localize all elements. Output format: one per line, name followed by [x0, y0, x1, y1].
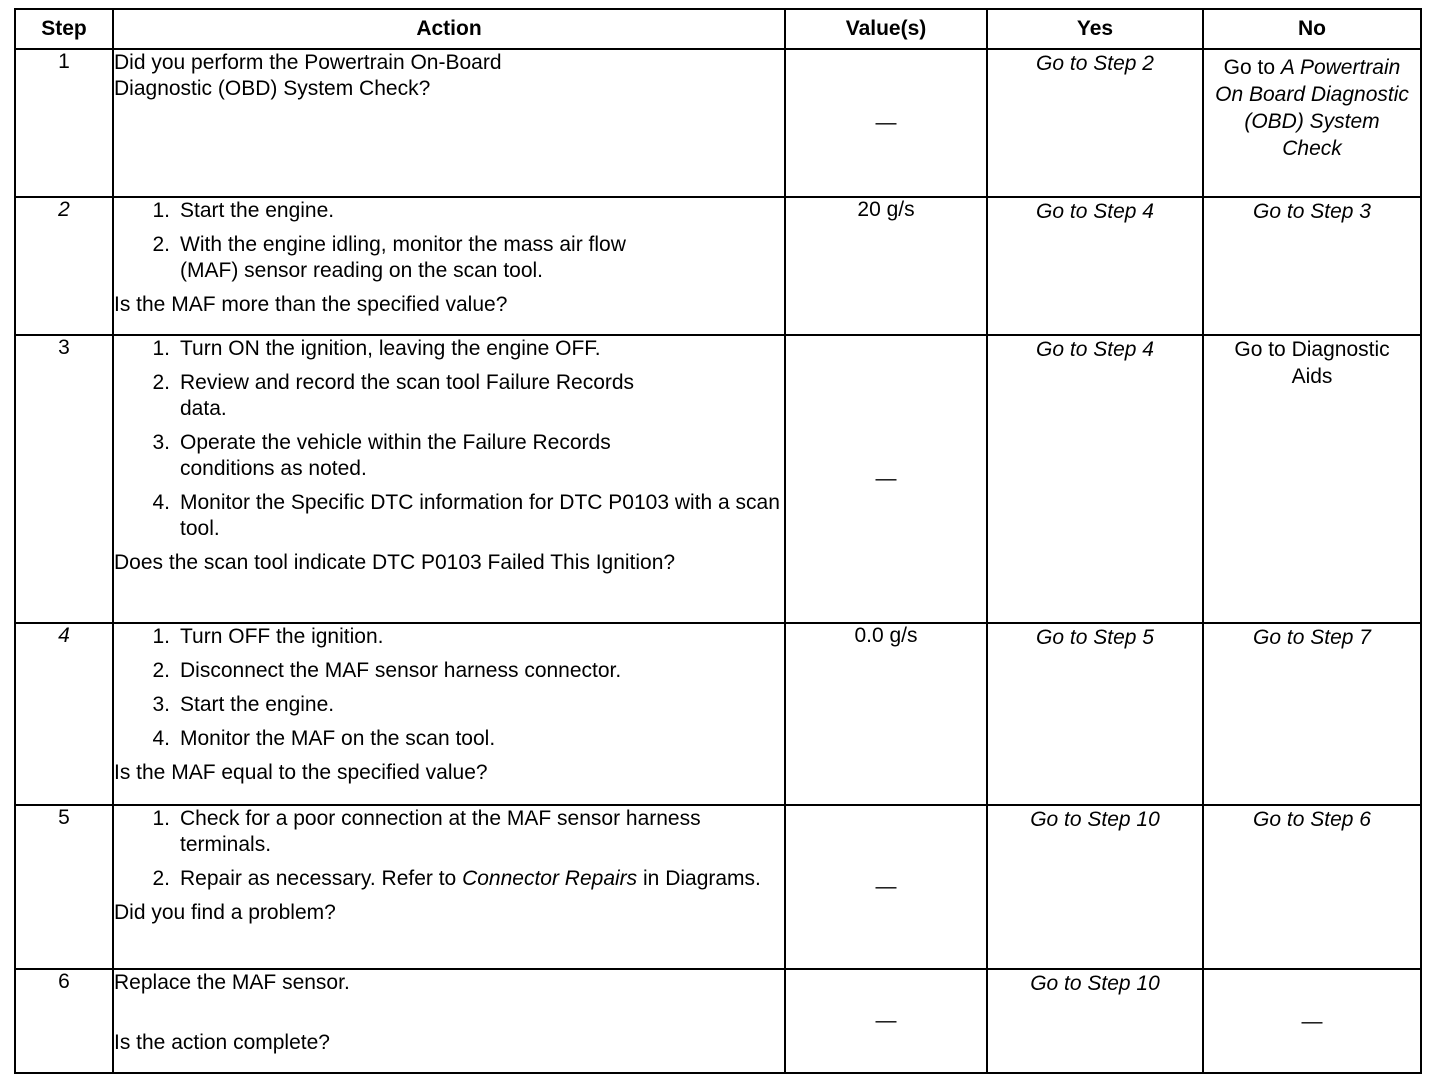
- list-item: 3. Operate the vehicle within the Failure Records conditions as noted.: [114, 430, 784, 482]
- step-number: 4: [15, 623, 113, 805]
- table-row: [15, 335, 1421, 623]
- action-question: Did you perform the Powertrain On-Board Diagnostic (OBD) System Check?: [114, 51, 502, 100]
- step-text: Turn OFF the ignition.: [180, 625, 384, 648]
- action-question: Is the MAF equal to the specified value?: [114, 761, 488, 784]
- header-value: Value(s): [785, 9, 987, 49]
- step-text: Turn ON the ignition, leaving the engine OFF.: [180, 337, 601, 360]
- yes-link[interactable]: Go to Step 4: [987, 197, 1203, 335]
- value-cell: —: [785, 805, 987, 969]
- list-item: 2. Disconnect the MAF sensor harness connector.: [114, 658, 784, 684]
- no-link[interactable]: Go to Diagnostic Aids: [1203, 335, 1421, 623]
- yes-link[interactable]: Go to Step 10: [987, 805, 1203, 969]
- no-cell: [1203, 49, 1421, 197]
- action-question: Did you find a problem?: [114, 901, 336, 924]
- step-text: Operate the vehicle within the Failure Records conditions as noted.: [180, 431, 611, 480]
- step-text: Review and record the scan tool Failure Records data.: [180, 371, 635, 420]
- list-item: 3. Start the engine.: [114, 692, 784, 718]
- value-cell: 0.0 g/s: [785, 623, 987, 805]
- value-cell: —: [785, 49, 987, 197]
- table-row: [15, 805, 1421, 969]
- step-text: Repair as necessary. Refer to: [180, 867, 457, 890]
- action-question: Is the MAF more than the specified value?: [114, 293, 508, 316]
- header-yes: Yes: [987, 9, 1203, 49]
- yes-link[interactable]: Go to Step 4: [987, 335, 1203, 623]
- value-cell: —: [785, 969, 987, 1073]
- list-item: 1. Turn OFF the ignition.: [114, 624, 784, 650]
- step-text: Start the engine.: [180, 199, 335, 222]
- action-steps: [114, 198, 784, 284]
- action-steps: [114, 624, 784, 752]
- connector-repairs-link[interactable]: Connector Repairs: [462, 867, 638, 890]
- action-cell: [113, 623, 785, 805]
- no-link[interactable]: Go to Step 3: [1203, 197, 1421, 335]
- list-item: 2. Review and record the scan tool Failure Records data.: [114, 370, 784, 422]
- yes-link[interactable]: Go to Step 5: [987, 623, 1203, 805]
- diagnostic-table: [14, 8, 1422, 1074]
- step-number: 1: [15, 49, 113, 197]
- step-number: 6: [15, 969, 113, 1073]
- value-cell: —: [785, 335, 987, 623]
- header-action: Action: [113, 9, 785, 49]
- no-link[interactable]: A Powertrain On Board Diagnostic (OBD) System Check: [1215, 56, 1409, 160]
- step-text: Disconnect the MAF sensor harness connector.: [180, 659, 622, 682]
- action-question: Does the scan tool indicate DTC P0103 Failed This Ignition?: [114, 551, 676, 574]
- table-row: [15, 969, 1421, 1073]
- step-text: in Diagrams.: [643, 867, 761, 890]
- no-link[interactable]: Go to Step 6: [1203, 805, 1421, 969]
- yes-link[interactable]: Go to Step 10: [987, 969, 1203, 1073]
- list-item: 1. Turn ON the ignition, leaving the engine OFF.: [114, 336, 784, 362]
- list-item: 2. Repair as necessary. Refer to Connector Repairs in Diagrams.: [152, 867, 761, 890]
- step-number: 3: [15, 335, 113, 623]
- step-text: Monitor the MAF on the scan tool.: [180, 727, 496, 750]
- yes-link[interactable]: Go to Step 2: [987, 49, 1203, 197]
- action-cell: [113, 197, 785, 335]
- action-steps: [114, 806, 784, 892]
- header-no: No: [1203, 9, 1421, 49]
- step-text: Monitor the Specific DTC information for DTC P0103 with a scan tool.: [180, 491, 780, 540]
- step-text: Start the engine.: [180, 693, 335, 716]
- table-row: [15, 623, 1421, 805]
- table-row: [15, 49, 1421, 197]
- value-cell: 20 g/s: [785, 197, 987, 335]
- list-item: 2. With the engine idling, monitor the mass air flow (MAF) sensor reading on the scan tool.: [114, 232, 784, 284]
- action-cell: [113, 49, 785, 197]
- no-cell: —: [1203, 969, 1421, 1073]
- header-row: [15, 9, 1421, 49]
- action-cell: [113, 969, 785, 1073]
- action-cell: [113, 335, 785, 623]
- no-prefix: Go to: [1223, 56, 1276, 79]
- step-text: With the engine idling, monitor the mass air flow (MAF) sensor reading on the scan tool.: [180, 233, 626, 282]
- action-question: Is the action complete?: [114, 1031, 330, 1054]
- action-steps: [114, 336, 784, 542]
- list-item: 1. Check for a poor connection at the MAF sensor harness terminals.: [114, 806, 784, 858]
- step-number: 5: [15, 805, 113, 969]
- step-number: 2: [15, 197, 113, 335]
- header-step: Step: [15, 9, 113, 49]
- step-text: Check for a poor connection at the MAF sensor harness terminals.: [180, 807, 701, 856]
- list-item: 4. Monitor the Specific DTC information for DTC P0103 with a scan tool.: [114, 490, 784, 542]
- table-row: [15, 197, 1421, 335]
- list-item: 4. Monitor the MAF on the scan tool.: [114, 726, 784, 752]
- action-cell: [113, 805, 785, 969]
- action-instruction: Replace the MAF sensor.: [114, 971, 350, 994]
- no-link[interactable]: Go to Step 7: [1203, 623, 1421, 805]
- list-item: 1. Start the engine.: [114, 198, 784, 224]
